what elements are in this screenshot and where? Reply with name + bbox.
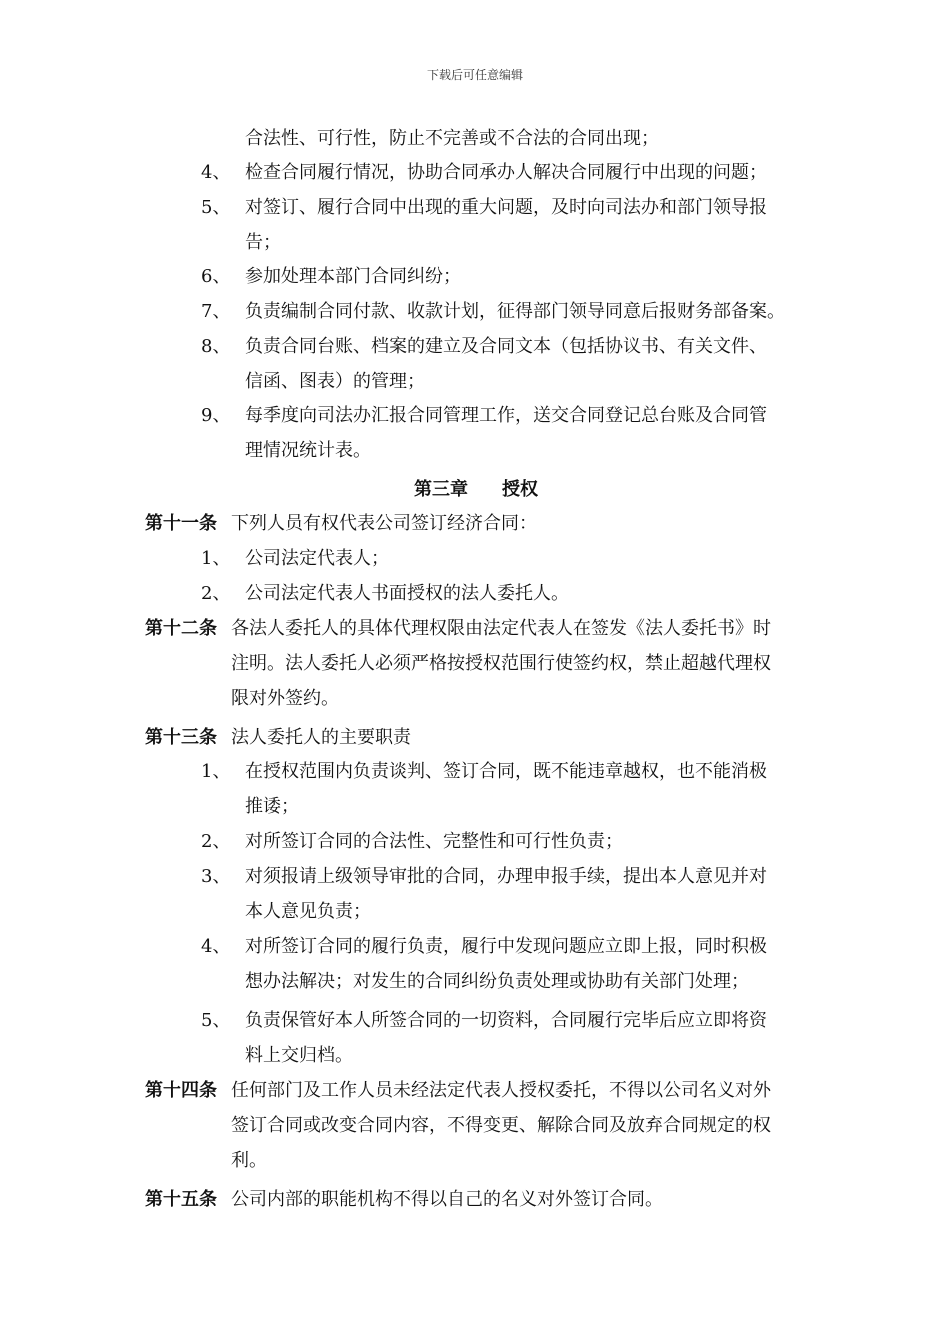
article-text: 各法人委托人的具体代理权限由法定代表人在签发《法人委托书》时 [231, 618, 771, 639]
item-text: 本人意见负责； [245, 901, 371, 922]
item-number: 1、 [201, 761, 231, 782]
item-number: 7、 [201, 301, 231, 322]
item-text: 对须报请上级领导审批的合同，办理申报手续，提出本人意见并对 [245, 866, 767, 887]
item-text: 料上交归档。 [245, 1045, 353, 1066]
article-label: 第十五条 [145, 1189, 217, 1210]
item-text: 检查合同履行情况，协助合同承办人解决合同履行中出现的问题； [245, 162, 767, 183]
item-text: 每季度向司法办汇报合同管理工作，送交合同登记总台账及合同管 [245, 405, 767, 426]
item-text: 信函、图表）的管理； [245, 371, 425, 392]
item-number: 2、 [201, 831, 231, 852]
article-label: 第十一条 [145, 513, 217, 534]
item-number: 8、 [201, 336, 231, 357]
item-text: 在授权范围内负责谈判、签订合同，既不能违章越权，也不能消极 [245, 761, 767, 782]
item-text: 对所签订合同的履行负责，履行中发现问题应立即上报，同时积极 [245, 936, 767, 957]
article-text: 任何部门及工作人员未经法定代表人授权委托，不得以公司名义对外 [231, 1080, 771, 1101]
article-text: 利。 [231, 1150, 267, 1171]
item-text: 理情况统计表。 [245, 440, 371, 461]
item-text: 负责合同台账、档案的建立及合同文本（包括协议书、有关文件、 [245, 336, 767, 357]
intro-continuation: 合法性、可行性，防止不完善或不合法的合同出现； [245, 128, 659, 149]
item-text: 想办法解决；对发生的合同纠纷负责处理或协助有关部门处理； [245, 971, 749, 992]
article-text: 注明。法人委托人必须严格按授权范围行使签约权，禁止超越代理权 [231, 653, 771, 674]
article-label: 第十二条 [145, 618, 217, 639]
item-number: 4、 [201, 162, 231, 183]
item-number: 4、 [201, 936, 231, 957]
item-text: 负责编制合同付款、收款计划，征得部门领导同意后报财务部备案。 [245, 301, 785, 322]
chapter-title: 授权 [502, 479, 538, 500]
item-number: 1、 [201, 548, 231, 569]
item-text: 公司法定代表人； [245, 548, 389, 569]
item-text: 对所签订合同的合法性、完整性和可行性负责； [245, 831, 623, 852]
item-text: 告； [245, 232, 281, 253]
item-number: 5、 [201, 197, 231, 218]
article-text: 签订合同或改变合同内容，不得变更、解除合同及放弃合同规定的权 [231, 1115, 771, 1136]
item-text: 参加处理本部门合同纠纷； [245, 266, 461, 287]
item-text: 负责保管好本人所签合同的一切资料，合同履行完毕后应立即将资 [245, 1010, 767, 1031]
article-text: 法人委托人的主要职责 [231, 727, 411, 748]
item-text: 推诿； [245, 796, 299, 817]
item-text: 公司法定代表人书面授权的法人委托人。 [245, 583, 569, 604]
item-number: 2、 [201, 583, 231, 604]
article-label: 第十三条 [145, 727, 217, 748]
article-label: 第十四条 [145, 1080, 217, 1101]
chapter-number: 第三章 [414, 479, 468, 500]
item-number: 9、 [201, 405, 231, 426]
item-number: 6、 [201, 266, 231, 287]
article-text: 限对外签约。 [231, 688, 339, 709]
article-text: 下列人员有权代表公司签订经济合同： [231, 513, 537, 534]
page-header: 下载后可任意编辑 [426, 68, 523, 82]
article-text: 公司内部的职能机构不得以自己的名义对外签订合同。 [231, 1189, 663, 1210]
item-number: 5、 [201, 1010, 231, 1031]
item-number: 3、 [201, 866, 231, 887]
item-text: 对签订、履行合同中出现的重大问题，及时向司法办和部门领导报 [245, 197, 767, 218]
